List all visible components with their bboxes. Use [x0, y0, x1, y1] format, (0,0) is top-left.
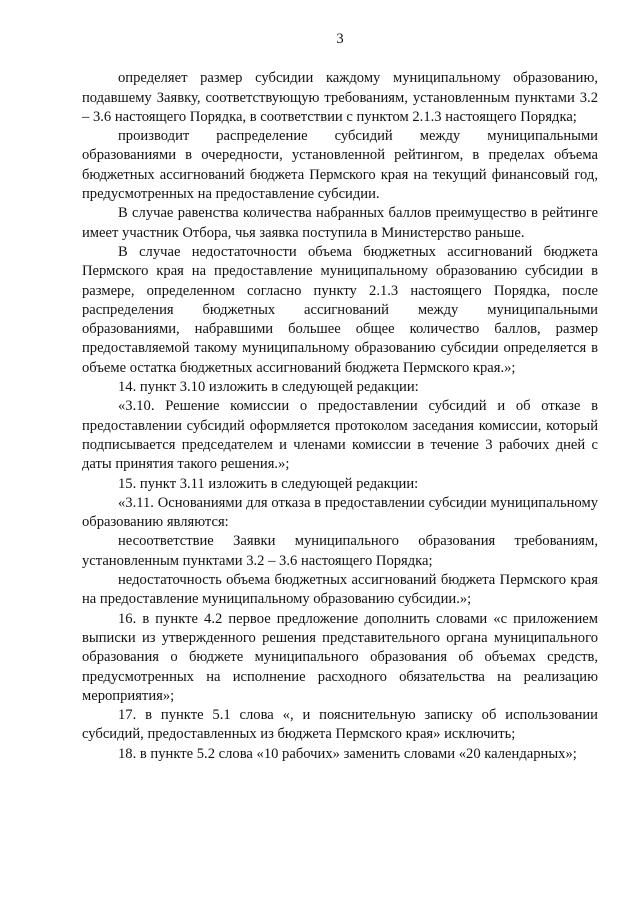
paragraph-distribution: производит распределение субсидий между муниципальными образованиями в очередности, установленной рейтингом, в пределах объема бюджетных ассигнований бюджета Пермского края на текущий финансовый год, предусмотренных на предоставление субсидии.: [82, 128, 598, 203]
paragraph-item-16: 16. в пункте 4.2 первое предложение дополнить словами «с приложением выписки из утвержденного решения представительного органа муниципального образования о бюджете муниципального образования об объемах средств, предусмотренных на исполнение расходного обязательства на реализацию мероприятия»;: [82, 610, 598, 704]
paragraph-item-18: 18. в пункте 5.2 слова «10 рабочих» заменить словами «20 календарных»;: [118, 745, 577, 762]
paragraph-item-14: 14. пункт 3.10 изложить в следующей редакции:: [118, 379, 419, 396]
paragraph-insufficient-funds: В случае недостаточности объема бюджетных ассигнований бюджета Пермского края на предоставление муниципальному образованию субсидии в размере, определенном согласно пункту 2.1.3 настоящего Порядка, после распределения бюджетных ассигнований между муниципальными образованиями, набравшими большее общее количество баллов, размер предоставляемой такому муниципальному образованию субсидии определяется в объеме остатка бюджетных ассигнований бюджета Пермского края.»;: [82, 243, 598, 376]
paragraph-item-17: 17. в пункте 5.1 слова «, и пояснительную записку об использовании субсидий, предоставленных из бюджета Пермского края» исключить;: [82, 707, 598, 743]
paragraph-clause-3-11: «3.11. Основаниями для отказа в предоставлении субсидии муниципальному образованию являются:: [82, 494, 598, 531]
paragraph-clause-3-10: «3.10. Решение комиссии о предоставлении субсидий и об отказе в предоставлении субсидий оформляется протоколом заседания комиссии, который подписывается председателем и членами комиссии в течение 3 рабочих дней с даты принятия такого решения.»;: [82, 398, 598, 473]
paragraph-noncompliance: несоответствие Заявки муниципального образования требованиям, установленным пунктами 3.2 – 3.6 настоящего Порядка;: [82, 533, 598, 569]
document-page: [82, 30, 598, 764]
paragraph-equal-scores: В случае равенства количества набранных баллов преимущество в рейтинге имеет участник Отбора, чья заявка поступила в Министерство раньше.: [82, 205, 598, 241]
paragraph-item-15: 15. пункт 3.11 изложить в следующей редакции:: [118, 475, 419, 492]
paragraph-determine-subsidy: определяет размер субсидии каждому муниципальному образованию, подавшему Заявку, соответствующую требованиям, установленным пунктами 3.2 – 3.6 настоящего Порядка, в соответствии с пунктом 2.1.3 настоящего Порядка;: [82, 70, 598, 125]
page-number: 3: [336, 31, 344, 47]
paragraph-insufficiency: недостаточность объема бюджетных ассигнований бюджета Пермского края на предоставление муниципальному образованию субсидии.»;: [82, 572, 598, 608]
